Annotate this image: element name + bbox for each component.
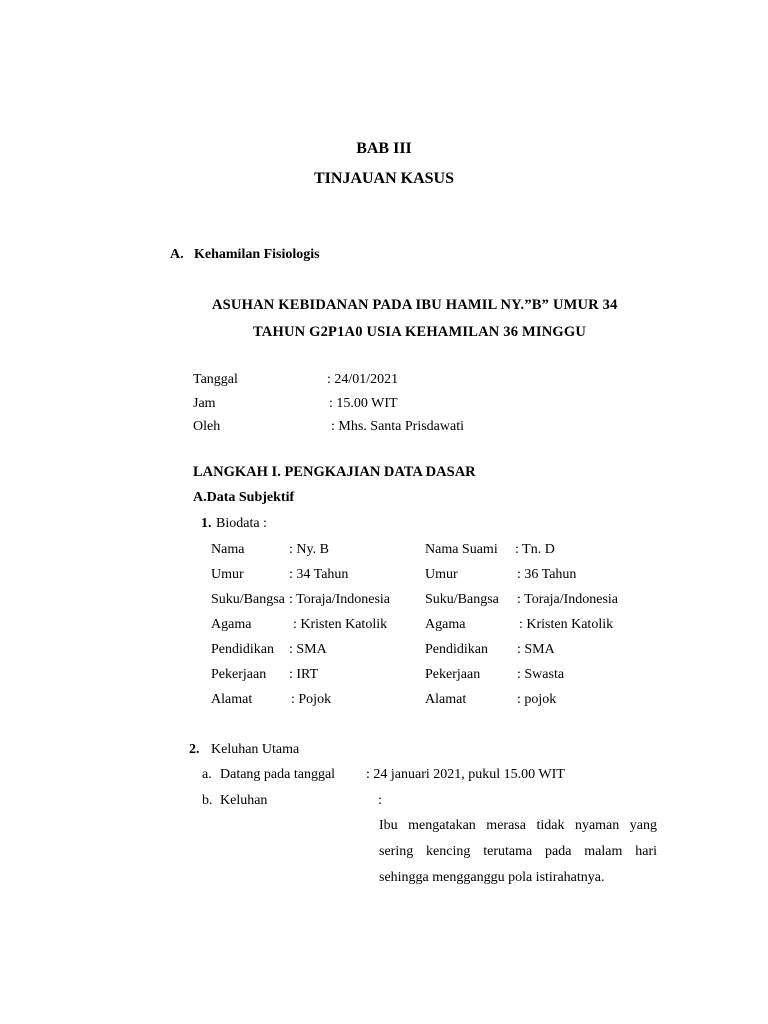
husband-value: : Toraja/Indonesia: [517, 592, 619, 607]
complaint-number: 2.: [189, 742, 200, 757]
wife-label: Agama: [211, 617, 252, 632]
complaint-line: sehingga mengganggu pola istirahatnya.: [379, 870, 605, 885]
section-title: Kehamilan Fisiologis: [194, 247, 320, 262]
wife-label: Suku/Bangsa: [211, 592, 285, 607]
wife-value: : Toraja/Indonesia: [289, 592, 391, 607]
husband-value: : 36 Tahun: [517, 567, 577, 582]
complaint-a-marker: a.: [202, 767, 212, 782]
complaint-line: sering kencing terutama pada malam hari: [379, 844, 657, 859]
section-marker: A.: [170, 247, 184, 262]
biodata-label: Biodata :: [216, 516, 267, 531]
meta-label: Tanggal: [193, 372, 238, 387]
wife-value: : SMA: [289, 642, 327, 657]
husband-value: : Kristen Katolik: [519, 617, 614, 632]
meta-value: : 15.00 WIT: [329, 396, 398, 411]
husband-value: : SMA: [517, 642, 555, 657]
wife-value: : IRT: [289, 667, 319, 682]
meta-value: : 24/01/2021: [327, 372, 399, 387]
complaint-title: Keluhan Utama: [211, 742, 300, 757]
wife-value: : 34 Tahun: [289, 567, 349, 582]
complaint-line: Ibu mengatakan merasa tidak nyaman yang: [379, 818, 657, 833]
husband-label: Suku/Bangsa: [425, 592, 499, 607]
wife-value: : Pojok: [291, 692, 332, 707]
wife-value: : Kristen Katolik: [293, 617, 388, 632]
husband-label: Nama Suami: [425, 542, 498, 557]
complaint-b-label: Keluhan: [220, 793, 268, 808]
husband-label: Pekerjaan: [425, 667, 481, 682]
complaint-paragraph: [379, 813, 657, 891]
subjective-heading: A.Data Subjektif: [193, 490, 295, 505]
husband-label: Umur: [425, 567, 458, 582]
wife-label: Nama: [211, 542, 245, 557]
meta-label: Jam: [193, 396, 216, 411]
husband-label: Alamat: [425, 692, 467, 707]
complaint-b-colon: :: [378, 793, 382, 808]
husband-value: : pojok: [517, 692, 557, 707]
wife-label: Pendidikan: [211, 642, 274, 657]
biodata-number: 1.: [201, 516, 212, 531]
husband-label: Agama: [425, 617, 466, 632]
husband-label: Pendidikan: [425, 642, 488, 657]
wife-label: Alamat: [211, 692, 253, 707]
husband-value: : Tn. D: [515, 542, 555, 557]
meta-value: : Mhs. Santa Prisdawati: [331, 419, 464, 434]
complaint-a-label: Datang pada tanggal: [220, 767, 336, 782]
wife-value: : Ny. B: [289, 542, 329, 557]
wife-label: Pekerjaan: [211, 667, 267, 682]
chapter-number: BAB III: [356, 140, 412, 157]
case-title-line2: TAHUN G2P1A0 USIA KEHAMILAN 36 MINGGU: [253, 324, 586, 340]
case-title-line1: ASUHAN KEBIDANAN PADA IBU HAMIL NY.”B” UMUR 34: [212, 297, 618, 313]
meta-label: Oleh: [193, 419, 221, 434]
step-heading: LANGKAH I. PENGKAJIAN DATA DASAR: [193, 464, 476, 480]
husband-value: : Swasta: [517, 667, 565, 682]
chapter-title: TINJAUAN KASUS: [313, 170, 455, 187]
complaint-a-value: : 24 januari 2021, pukul 15.00 WIT: [366, 767, 565, 782]
complaint-b-marker: b.: [202, 793, 213, 808]
wife-label: Umur: [211, 567, 244, 582]
